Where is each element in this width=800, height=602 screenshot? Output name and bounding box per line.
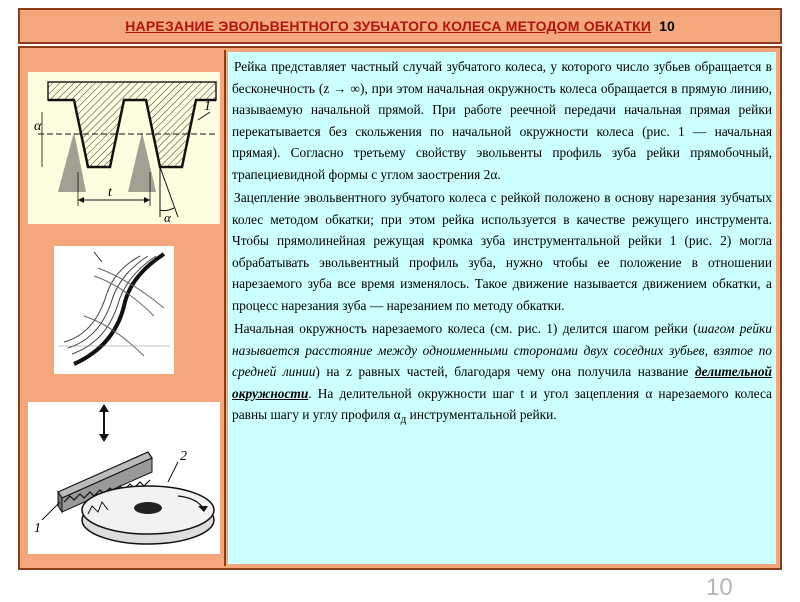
paragraph-2: Зацепление эвольвентного зубчатого колеса с рейкой положено в основу нарезания зубчатых колес методом обкатки; при этом рейка используется в качестве режущего инструмента. Чтобы прямолинейная режущая кромка зуба инструментальной рейки 1 (рис. 2) могла обрабатывать эвольвентный профиль зуба, нужно чтобы ее положение в отношении нарезаемого зуба все время изменялось. Такое движение называется движением обкатки, а процесс нарезания зуба — нарезанием по методу обкатки. [232, 190, 772, 313]
page-number: 10 [706, 574, 733, 601]
fig3-label-1: 1 [34, 521, 41, 536]
paragraph-3-part-f: инструментальной рейки. [406, 407, 557, 422]
fig1-label-1: 1 [204, 99, 211, 114]
slide-title: НАРЕЗАНИЕ ЭВОЛЬВЕНТНОГО ЗУБЧАТОГО КОЛЕСА МЕТОДОМ ОБКАТКИ [125, 18, 652, 34]
paragraph-1: Рейка представляет частный случай зубчатого колеса, у которого число зубьев обращается в бесконечность (z → ∞), при этом начальная окружность колеса обращается в прямую линию, называемую начальной прямой. При работе реечной передачи начальная прямая рейки перекатывается без скольжения по начальной окружности колеса (рис. 1 — начальная прямая). Согласно третьему свойству эвольвенты профиль зуба рейки прямобочный, трапециевидной формы с углом заострения 2α. [232, 59, 772, 182]
slide-title-number: 10 [659, 18, 675, 34]
figure-involute-generation [54, 246, 174, 374]
alpha-subscript: д [400, 413, 407, 426]
fig3-label-2: 2 [180, 449, 187, 464]
fig1-label-alpha: α [34, 119, 42, 134]
title-bar [18, 8, 782, 44]
figure-gear-cutting-setup [28, 402, 220, 554]
involute-generation-drawing [54, 246, 174, 374]
paragraph-3-part-a: Начальная окружность нарезаемого колеса (см. рис. 1) делится шагом рейки ( [234, 321, 698, 336]
content-panel [18, 46, 782, 570]
paragraph-3 [232, 318, 772, 431]
paragraph-3-part-e: . На делительной окружности шаг t и угол зацепления α нарезаемого колеса равны шагу и углу профиля α [232, 385, 772, 422]
gear-cutting-drawing [28, 402, 220, 554]
pitch-definition: шагом рейки называется расстояние между одноименными сторонами двух соседних зубьев, взятое по средней линии [232, 321, 772, 379]
term-dividing-circle: делительной окружности [232, 364, 772, 401]
fig1-label-t: t [108, 185, 112, 200]
rack-profile-drawing [28, 72, 220, 224]
figures-column [22, 50, 226, 566]
paragraph-3-part-c: ) на z равных частей, благодаря чему она получила название [315, 364, 695, 379]
text-column [228, 52, 776, 564]
fig1-label-alpha2: α [164, 210, 171, 224]
figure-rack-profile [28, 72, 220, 224]
